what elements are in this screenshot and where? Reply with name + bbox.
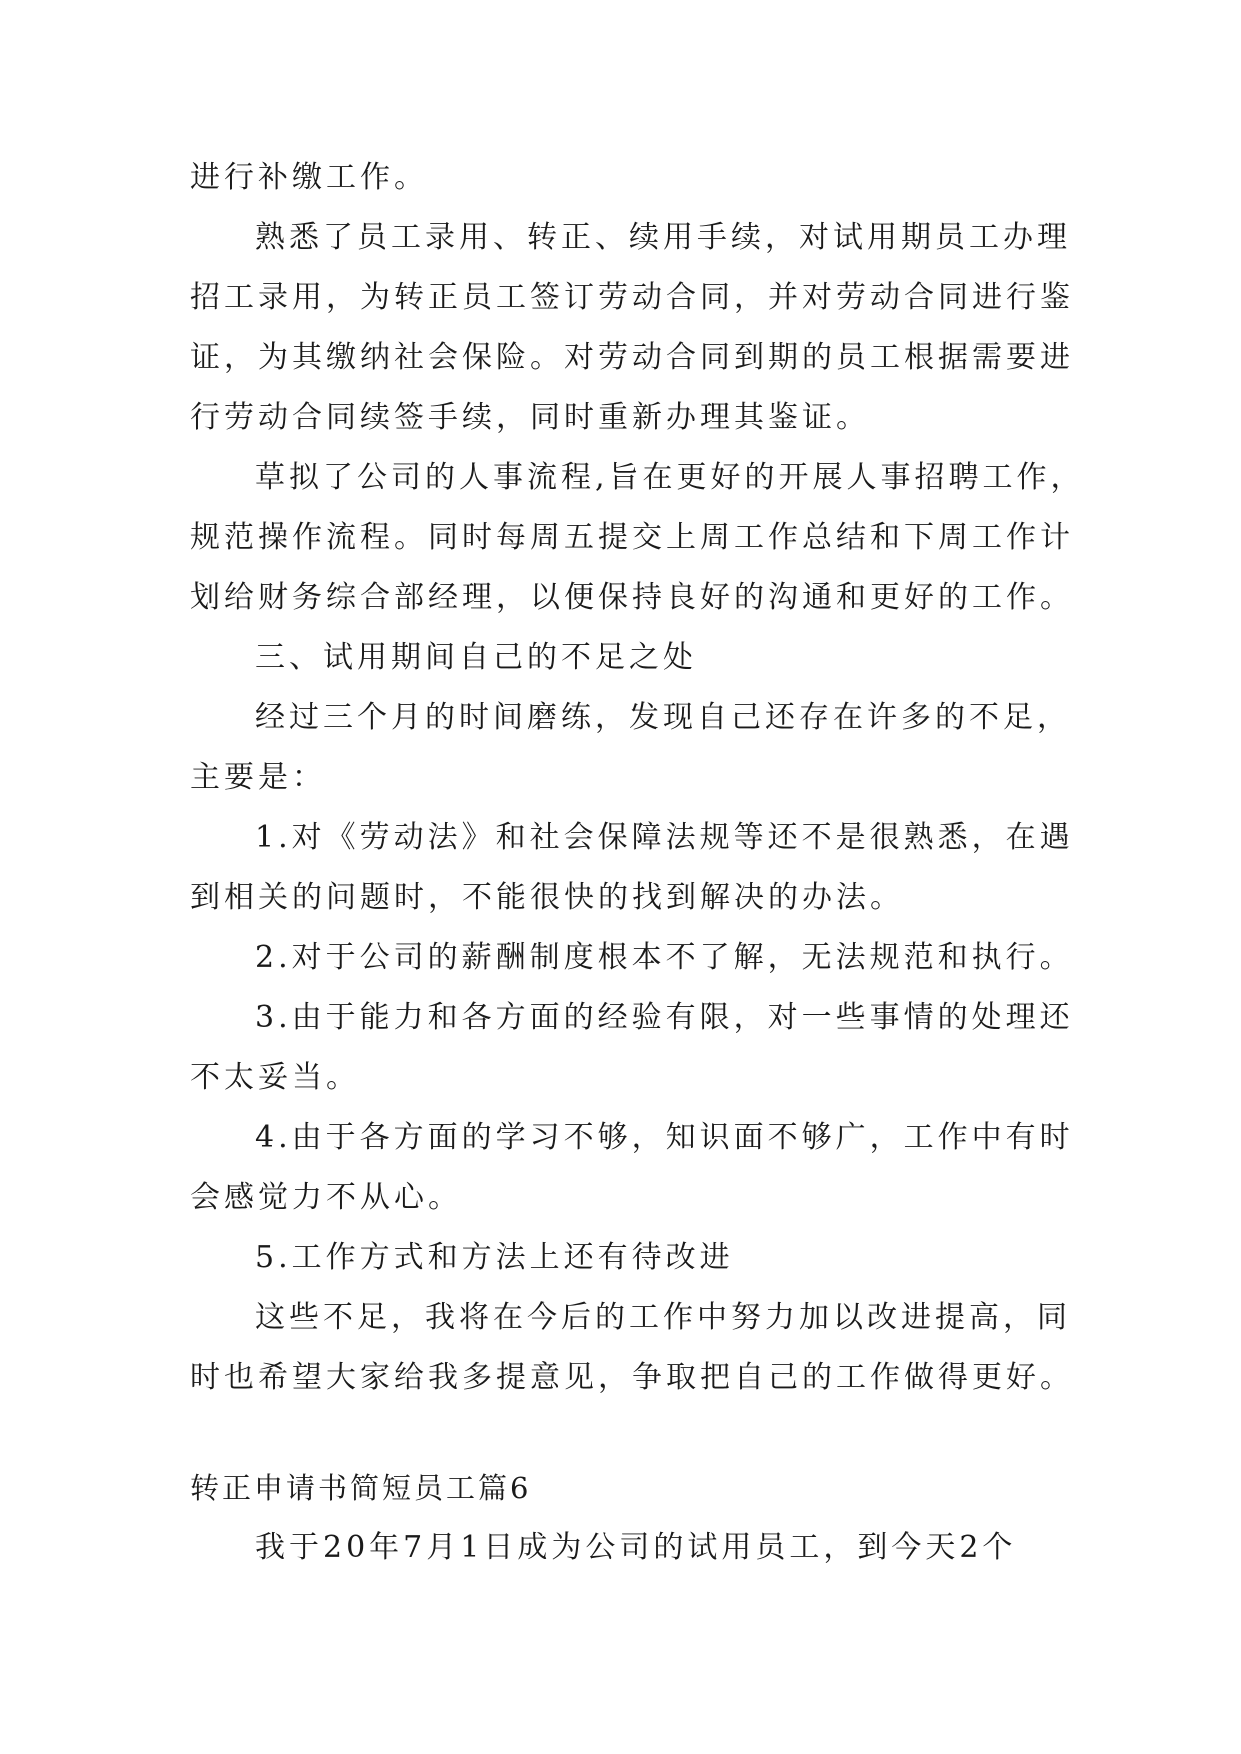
paragraph-line: 主要是： <box>190 760 326 795</box>
list-item-continuation: 不太妥当。 <box>190 1060 360 1095</box>
paragraph-line: 时也希望大家给我多提意见，争取把自己的工作做得更好。 <box>190 1360 1074 1395</box>
paragraph-line: 熟悉了员工录用、转正、续用手续，对试用期员工办理 <box>255 220 1071 255</box>
list-item: 1.对《劳动法》和社会保障法规等还不是很熟悉，在遇 <box>255 820 1074 855</box>
paragraph-line: 规范操作流程。同时每周五提交上周工作总结和下周工作计 <box>190 520 1074 555</box>
list-item-continuation: 会感觉力不从心。 <box>190 1180 462 1215</box>
paragraph-line: 证，为其缴纳社会保险。对劳动合同到期的员工根据需要进 <box>190 340 1074 375</box>
paragraph-line: 行劳动合同续签手续，同时重新办理其鉴证。 <box>190 400 870 435</box>
paragraph-line: 招工录用，为转正员工签订劳动合同，并对劳动合同进行鉴 <box>190 280 1074 315</box>
list-item: 3.由于能力和各方面的经验有限，对一些事情的处理还 <box>255 1000 1074 1035</box>
list-item: 2.对于公司的薪酬制度根本不了解，无法规范和执行。 <box>255 940 1074 975</box>
list-item-continuation: 到相关的问题时，不能很快的找到解决的办法。 <box>190 880 904 915</box>
paragraph-line: 草拟了公司的人事流程,旨在更好的开展人事招聘工作， <box>255 460 1085 495</box>
section-heading: 三、试用期间自己的不足之处 <box>255 640 697 675</box>
article-title: 转正申请书简短员工篇6 <box>190 1471 532 1505</box>
paragraph-line: 划给财务综合部经理，以便保持良好的沟通和更好的工作。 <box>190 580 1074 615</box>
list-item: 5.工作方式和方法上还有待改进 <box>255 1240 734 1275</box>
paragraph-line: 这些不足，我将在今后的工作中努力加以改进提高，同 <box>255 1300 1071 1335</box>
list-item: 4.由于各方面的学习不够，知识面不够广，工作中有时 <box>255 1120 1074 1155</box>
paragraph-line: 经过三个月的时间磨练，发现自己还存在许多的不足， <box>255 700 1071 735</box>
paragraph-line: 我于20年7月1日成为公司的试用员工，到今天2个 <box>255 1530 1017 1565</box>
paragraph-line: 进行补缴工作。 <box>190 160 428 195</box>
